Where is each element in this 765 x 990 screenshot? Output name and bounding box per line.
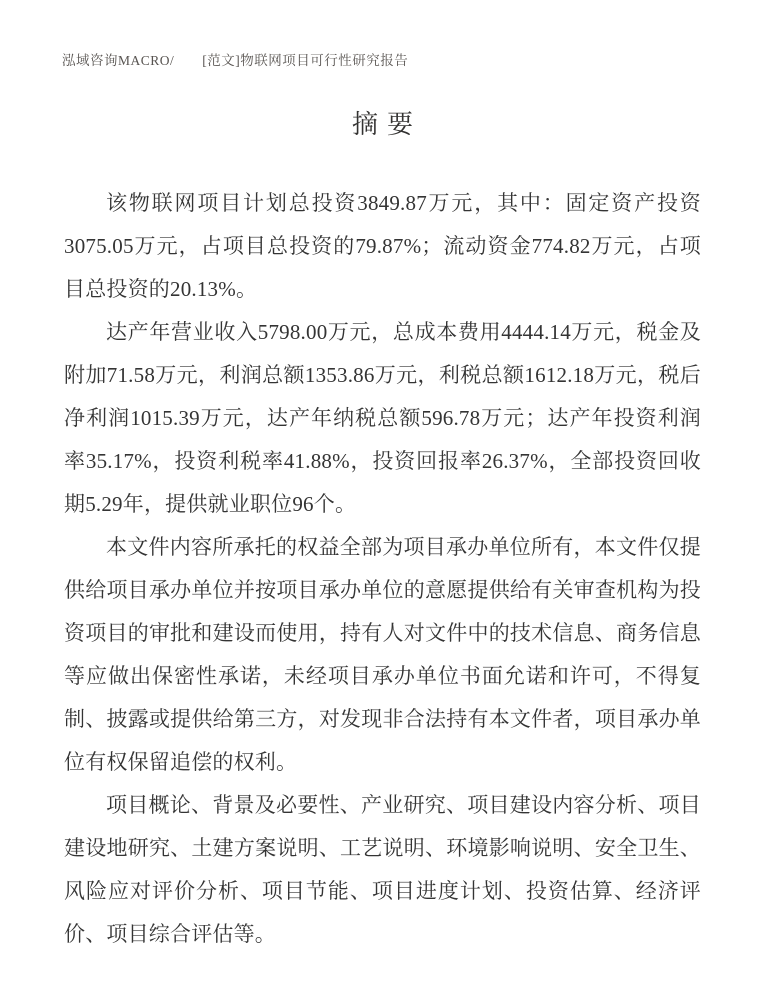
page-header [62,49,408,69]
paragraph-report-contents: 项目概论、背景及必要性、产业研究、项目建设内容分析、项目建设地研究、土建方案说明、工艺说明、环境影响说明、安全卫生、风险应对评价分析、项目节能、项目进度计划、投资估算、经济评价、项目综合评估等。 [64,793,701,946]
header-brand: 泓域咨询MACRO/ [62,53,175,68]
paragraph-financial-indicators: 达产年营业收入5798.00万元，总成本费用4444.14万元，税金及附加71.58万元，利润总额1353.86万元，利税总额1612.18万元，税后净利润1015.39万元，达产年纳税总额596.78万元；达产年投资利润率35.17%，投资利税率41.88%，投资回报率26.37%，全部投资回收期5.29年，提供就业职位96个。 [64,320,701,516]
paragraph-confidentiality-notice: 本文件内容所承托的权益全部为项目承办单位所有，本文件仅提供给项目承办单位并按项目承办单位的意愿提供给有关审查机构为投资项目的审批和建设而使用，持有人对文件中的技术信息、商务信息等应做出保密性承诺，未经项目承办单位书面允诺和许可，不得复制、披露或提供给第三方，对发现非合法持有本文件者，项目承办单位有权保留追偿的权利。 [64,535,701,774]
paragraph-investment-summary: 该物联网项目计划总投资3849.87万元，其中：固定资产投资3075.05万元，占项目总投资的79.87%；流动资金774.82万元，占项目总投资的20.13%。 [64,191,701,301]
document-body [64,182,701,956]
section-title: 摘要 [351,110,422,139]
header-doc-title: [范文]物联网项目可行性研究报告 [202,53,409,68]
